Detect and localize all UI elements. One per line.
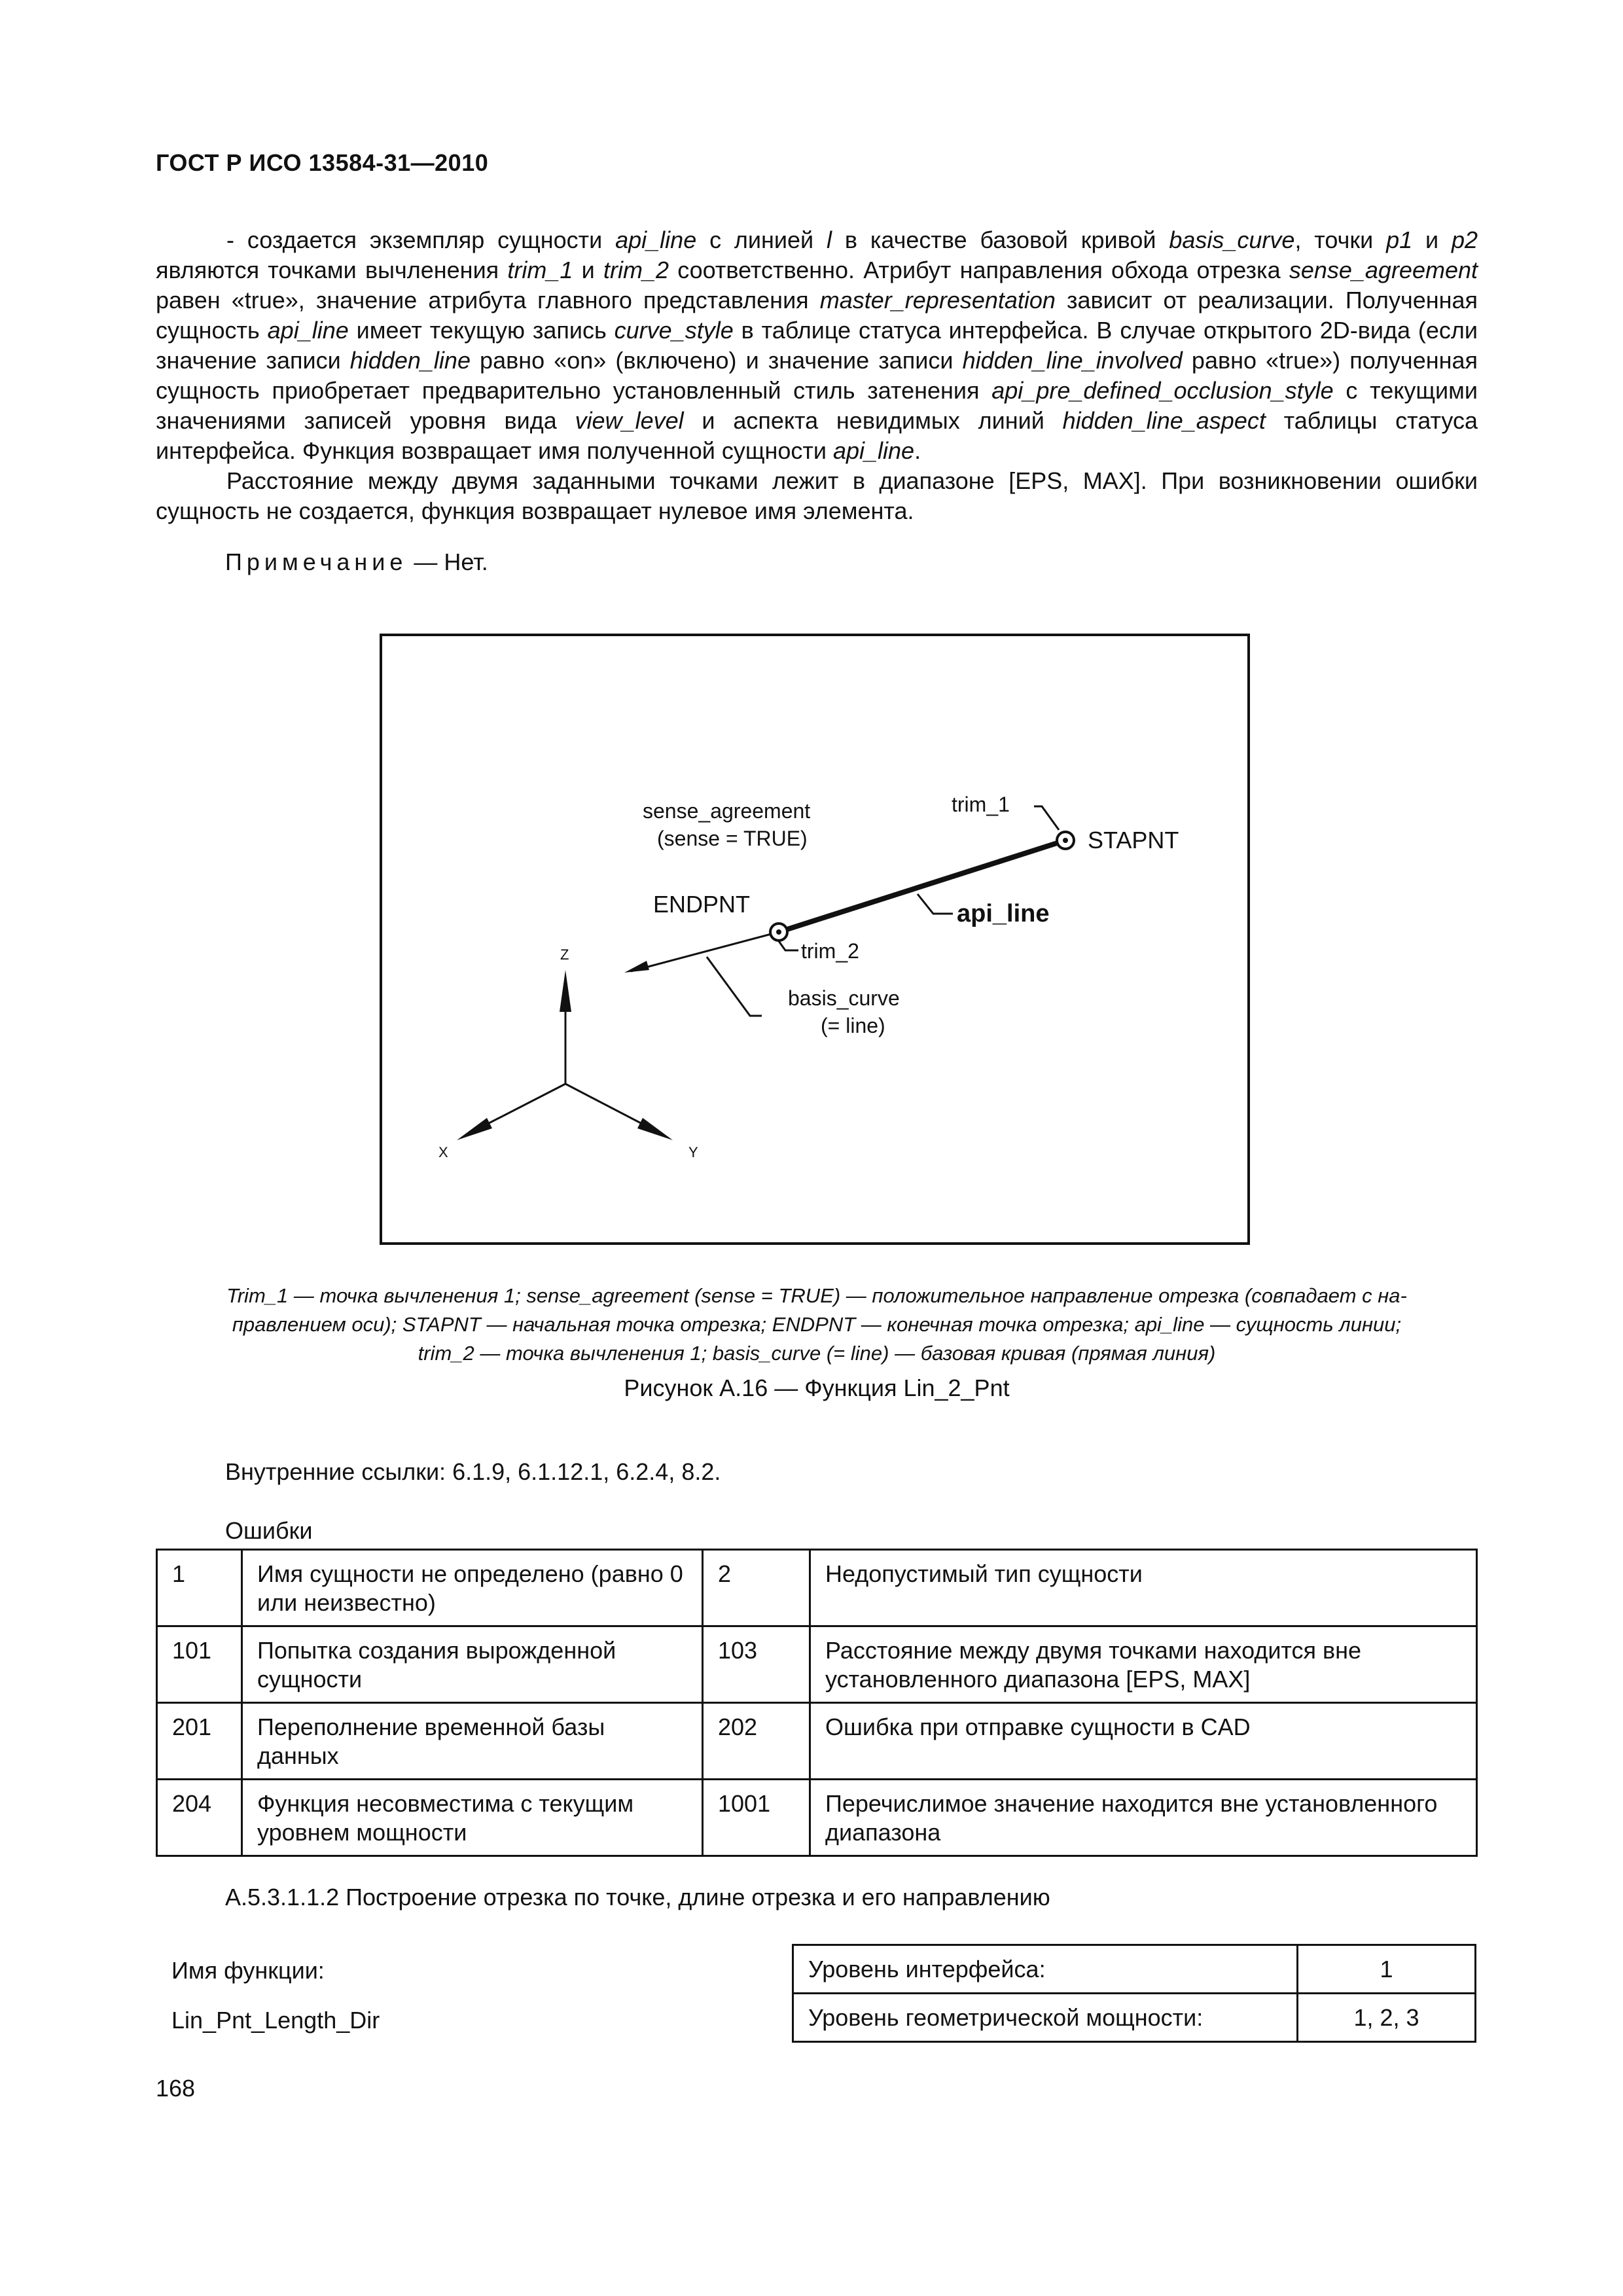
trim1-leader (1034, 806, 1059, 830)
table-row (157, 1780, 1477, 1856)
error-code: 103 (703, 1626, 810, 1703)
interface-level-label: Уровень интерфейса: (793, 1945, 1298, 1994)
body-text (156, 225, 1478, 526)
sense-value-label: (sense = TRUE) (657, 827, 808, 850)
trim2-label: trim_2 (801, 939, 859, 963)
x-axis-label: X (438, 1144, 448, 1160)
api-line-label: api_line (957, 900, 1050, 927)
caption-line-3: trim_2 — точка вычленения 1; basis_curve (= line) — базовая кривая (прямая линия) (418, 1342, 1216, 1365)
basis-curve-label: basis_curve (788, 986, 900, 1010)
basis-value-label: (= line) (821, 1014, 885, 1037)
basis-curve-arrowhead (624, 961, 649, 973)
stapnt-point-dot (1063, 838, 1068, 843)
error-code: 101 (157, 1626, 242, 1703)
endpnt-point-dot (776, 929, 781, 935)
internal-references: Внутренние ссылки: 6.1.9, 6.1.12.1, 6.2.4, 8.2. (225, 1458, 721, 1485)
error-message: Недопустимый тип сущности (810, 1550, 1477, 1626)
interface-level-value: 1 (1298, 1945, 1476, 1994)
page-header: ГОСТ Р ИСО 13584-31—2010 (156, 149, 489, 176)
z-axis-arrowhead (560, 970, 571, 1012)
figure-title: Рисунок А.16 — Функция Lin_2_Pnt (624, 1374, 1010, 1401)
subsection-heading: А.5.3.1.1.2 Построение отрезка по точке, длине отрезка и его направлению (225, 1884, 1050, 1910)
figure-diagram (382, 636, 1247, 1242)
error-message: Перечислимое значение находится вне установленного диапазона (810, 1780, 1477, 1856)
x-axis-arrowhead (457, 1118, 492, 1140)
table-row (157, 1626, 1477, 1703)
note-text: — Нет. (407, 548, 488, 575)
trim1-label: trim_1 (952, 793, 1010, 816)
error-code: 204 (157, 1780, 242, 1856)
error-message: Ошибка при отправке сущности в CAD (810, 1703, 1477, 1780)
note (225, 548, 488, 576)
errors-table (156, 1549, 1478, 1857)
y-axis-label: Y (688, 1144, 698, 1160)
paragraph-1: - создается экземпляр сущности api_line с линией l в качестве базовой кривой basis_curve, точки p1 и p2 являются точками вычленения trim_1 и trim_2 соответственно. Атрибут направления обхода отрезка sense_agreement равен «true», значение атрибута главного представления master_representation зависит от реализации. Полученная сущность api_line имеет текущую запись curve_style в таблице статуса интерфейса. В случае открытого 2D-вида (если значение записи hidden_line равно «on» (включено) и значение записи hidden_line_involved равно «true») полученная сущность приобретает предварительно установленный стиль затенения api_pre_defined_occlusion_style с текущими значениями записей уровня вида view_level и аспекта невидимых линий hidden_line_aspect таблицы статуса интерфейса. Функция возвращает имя полученной сущности api_line. (156, 226, 1478, 464)
paragraph-2: Расстояние между двумя заданными точками лежит в диапазоне [EPS, MAX]. При возникновении ошибки сущность не создается, функция возвращает нулевое имя элемента. (156, 467, 1478, 524)
error-code: 2 (703, 1550, 810, 1626)
error-code: 202 (703, 1703, 810, 1780)
function-name-label: Имя функции: (171, 1957, 325, 1984)
note-label: Примечание (225, 548, 408, 575)
function-name: Lin_Pnt_Length_Dir (171, 2007, 380, 2034)
figure-frame (380, 634, 1250, 1245)
caption-line-2: правлением оси); STAPNT — начальная точка отрезка; ENDPNT — конечная точка отрезка; api_line — сущность линии; (232, 1313, 1402, 1336)
basis-curve-leader (707, 957, 762, 1016)
levels-table (792, 1944, 1476, 2043)
error-message: Имя сущности не определено (равно 0 или неизвестно) (242, 1550, 703, 1626)
error-message: Функция несовместима с текущим уровнем мощности (242, 1780, 703, 1856)
table-row (157, 1703, 1477, 1780)
table-row (793, 1994, 1476, 2042)
endpnt-label: ENDPNT (653, 891, 751, 918)
basis-curve-line (631, 932, 779, 971)
error-message: Переполнение временной базы данных (242, 1703, 703, 1780)
stapnt-label: STAPNT (1088, 827, 1179, 853)
table-row (157, 1550, 1477, 1626)
trim2-leader (779, 941, 798, 950)
error-code: 201 (157, 1703, 242, 1780)
sense-agreement-label: sense_agreement (643, 799, 811, 823)
error-message: Попытка создания вырожденной сущности (242, 1626, 703, 1703)
page-number: 168 (156, 2075, 196, 2102)
table-row (793, 1945, 1476, 1994)
api-line-leader (918, 894, 953, 914)
z-axis-label: Z (560, 946, 569, 963)
power-level-label: Уровень геометрической мощности: (793, 1994, 1298, 2042)
figure-caption (156, 1282, 1478, 1368)
y-axis-arrowhead (637, 1118, 673, 1140)
error-code: 1 (157, 1550, 242, 1626)
error-message: Расстояние между двумя точками находится вне установленного диапазона [EPS, MAX] (810, 1626, 1477, 1703)
caption-line-1: Trim_1 — точка вычленения 1; sense_agreement (sense = TRUE) — положительное направление отрезка (совпадает с на- (226, 1284, 1407, 1307)
errors-label: Ошибки (225, 1517, 313, 1544)
power-level-value: 1, 2, 3 (1298, 1994, 1476, 2042)
error-code: 1001 (703, 1780, 810, 1856)
